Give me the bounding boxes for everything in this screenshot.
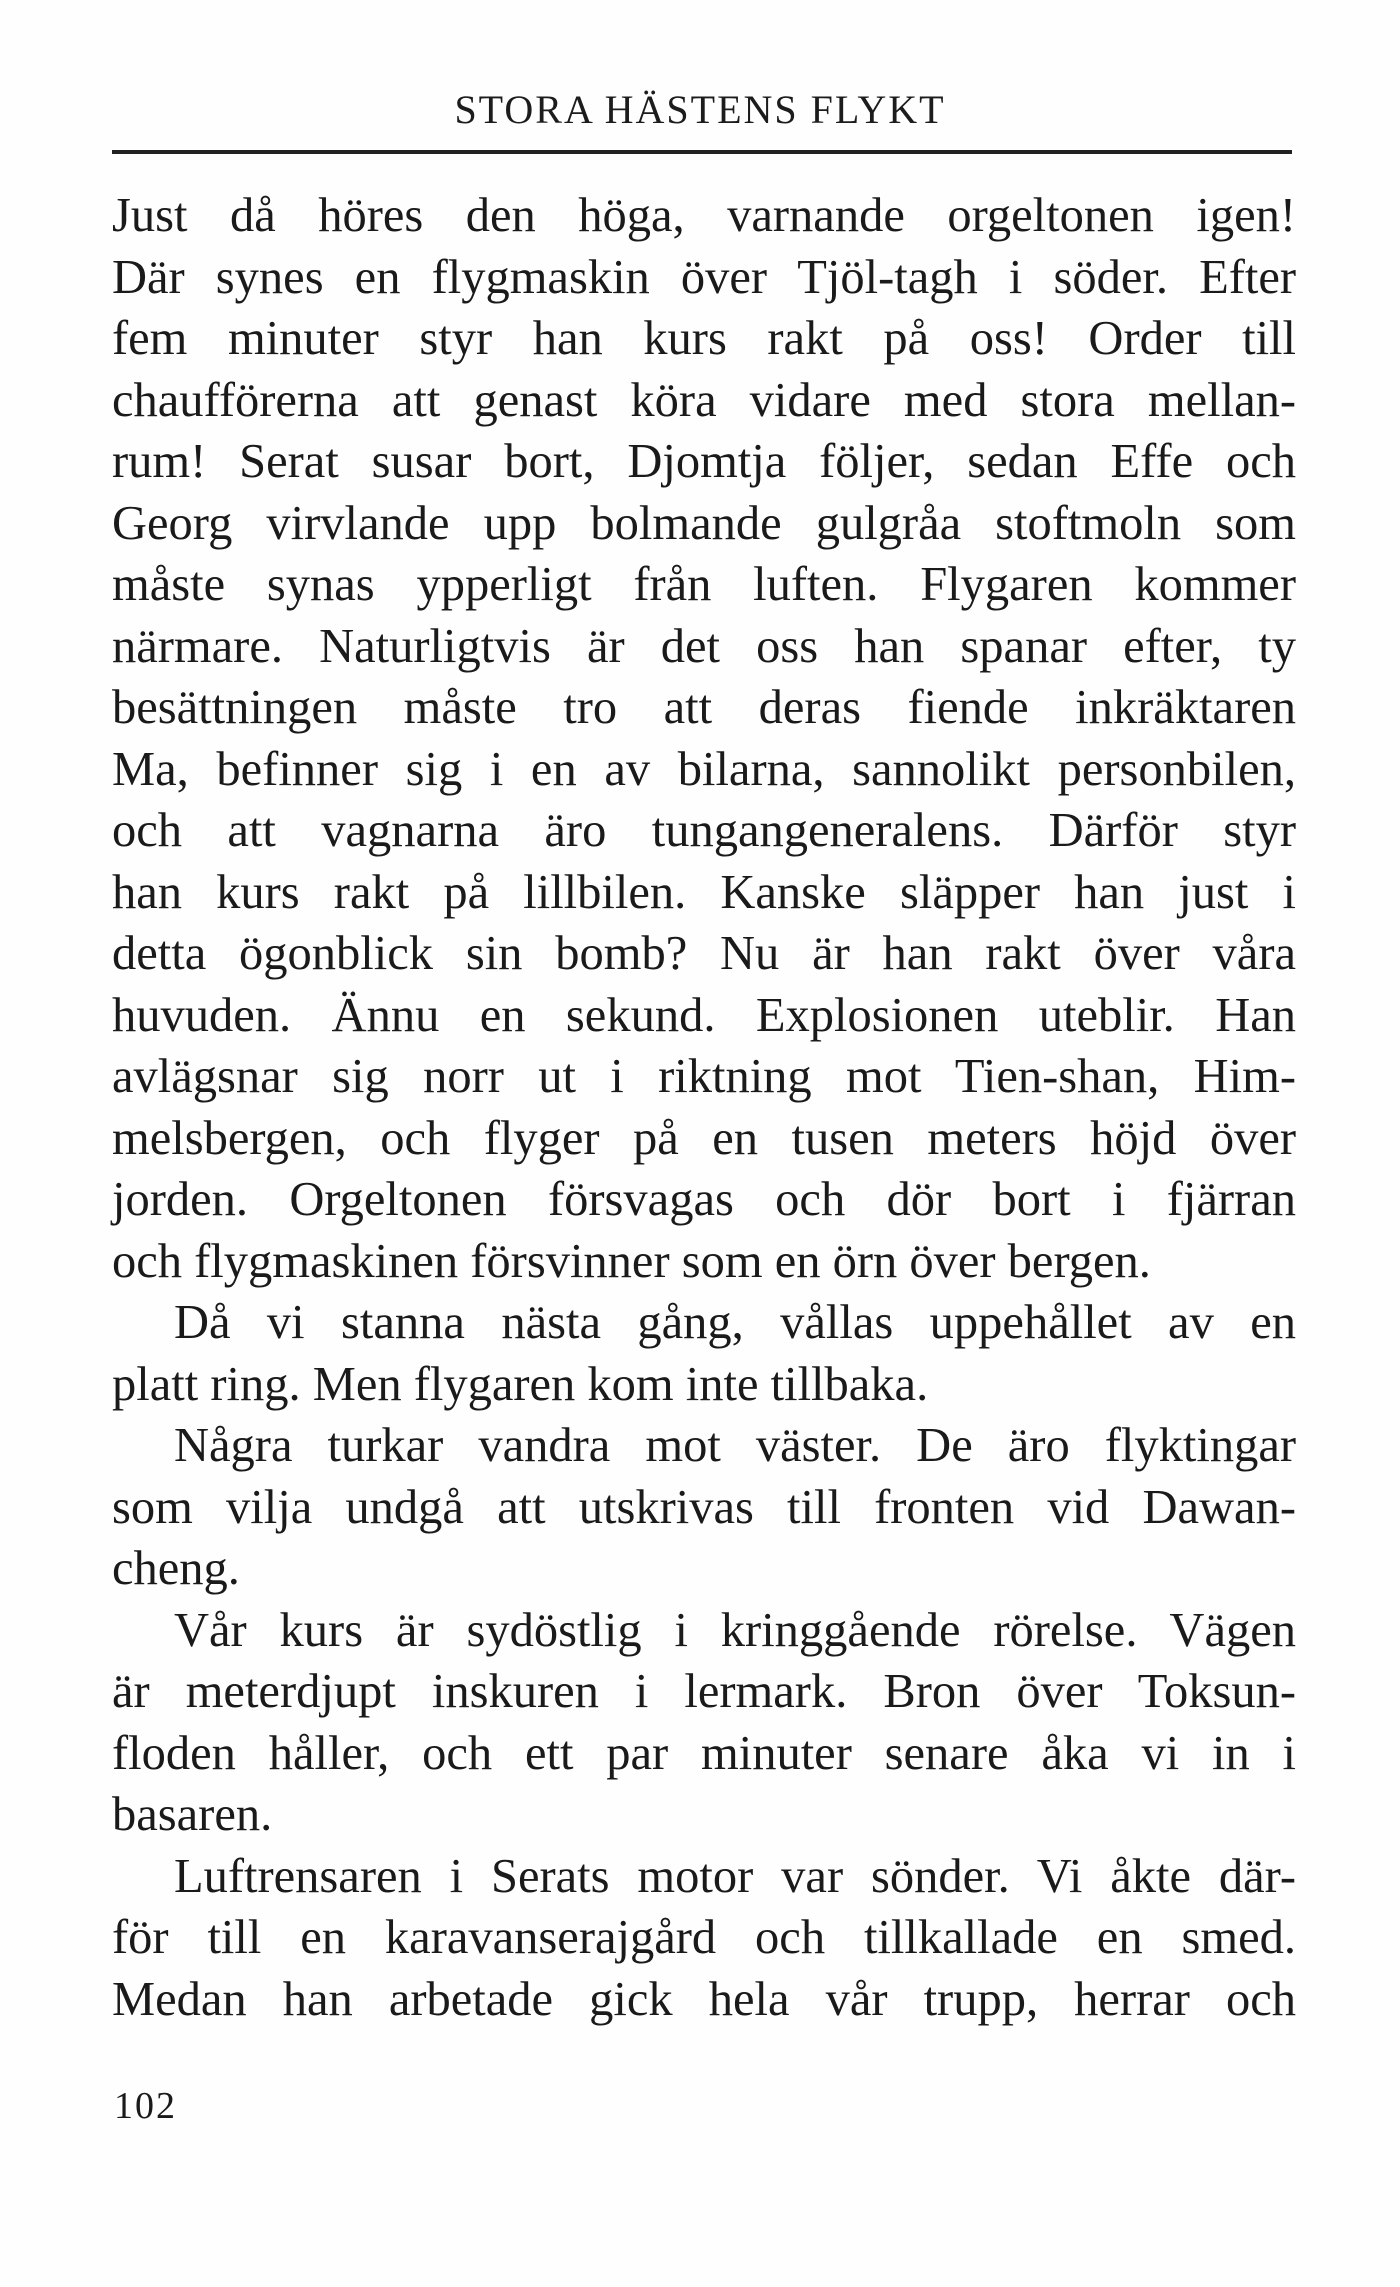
text-line: basaren. xyxy=(112,1788,273,1841)
text-line: Då vi stanna nästa gång, vållas uppehållet av en xyxy=(174,1296,1296,1349)
text-line: han kurs rakt på lillbilen. Kanske släpper han just i xyxy=(112,865,1296,919)
text-line: platt ring. Men flygaren kom inte tillbaka. xyxy=(112,1357,929,1411)
text-line: är meterdjupt inskuren i lermark. Bron över Toksun- xyxy=(112,1665,1296,1718)
text-line: jorden. Orgeltonen försvagas och dör bort i fjärran xyxy=(112,1173,1296,1226)
text-line: huvuden. Ännu en sekund. Explosionen uteblir. Han xyxy=(112,988,1296,1042)
text-line: för till en karavanserajgård och tillkallade en smed. xyxy=(112,1911,1296,1964)
text-line: avlägsnar sig norr ut i riktning mot Tien-shan, Him- xyxy=(112,1050,1296,1103)
text-line: och att vagnarna äro tungangeneralens. Därför styr xyxy=(112,804,1296,857)
text-line: Just då höres den höga, varnande orgeltonen igen! xyxy=(112,189,1296,242)
text-line: fem minuter styr han kurs rakt på oss! Order till xyxy=(112,312,1296,365)
text-line: chaufförerna att genast köra vidare med stora mellan- xyxy=(112,373,1296,427)
text-line: Vår kurs är sydöstlig i kringgående rörelse. Vägen xyxy=(174,1603,1296,1657)
page-number: 102 xyxy=(114,2085,177,2127)
paragraph xyxy=(112,1292,1296,1415)
text-line: Några turkar vandra mot väster. De äro flyktingar xyxy=(174,1419,1296,1472)
text-line: och flygmaskinen försvinner som en örn över bergen. xyxy=(112,1234,1151,1288)
text-line: Där synes en flygmaskin över Tjöl-tagh i söder. Efter xyxy=(112,250,1296,304)
text-line: måste synas ypperligt från luften. Flygaren kommer xyxy=(112,558,1296,611)
text-line: Medan han arbetade gick hela vår trupp, herrar och xyxy=(112,1972,1296,2026)
text-line: som vilja undgå att utskrivas till fronten vid Dawan- xyxy=(112,1480,1296,1534)
text-line: cheng. xyxy=(112,1542,240,1595)
text-line: rum! Serat susar bort, Djomtja följer, sedan Effe och xyxy=(112,435,1296,488)
text-line: besättningen måste tro att deras fiende inkräktaren xyxy=(112,681,1296,734)
paragraph xyxy=(112,1415,1296,1600)
running-head: STORA HÄSTENS FLYKT xyxy=(454,87,946,132)
text-line: detta ögonblick sin bomb? Nu är han rakt över våra xyxy=(112,927,1296,980)
text-line: Georg virvlande upp bolmande gulgråa stoftmoln som xyxy=(112,496,1296,550)
paragraph xyxy=(112,1600,1296,1846)
text-line: floden håller, och ett par minuter senare åka vi in i xyxy=(112,1726,1296,1780)
text-line: Luftrensaren i Serats motor var sönder. Vi åkte där- xyxy=(174,1849,1296,1903)
paragraph xyxy=(112,185,1296,1292)
paragraph xyxy=(112,1846,1296,2031)
text-line: melsbergen, och flyger på en tusen meters höjd över xyxy=(112,1111,1296,1165)
text-line: närmare. Naturligtvis är det oss han spanar efter, ty xyxy=(112,619,1296,673)
text-line: Ma, befinner sig i en av bilarna, sannolikt personbilen, xyxy=(112,742,1296,796)
body-text xyxy=(112,185,1296,2030)
header-rule xyxy=(112,150,1292,154)
